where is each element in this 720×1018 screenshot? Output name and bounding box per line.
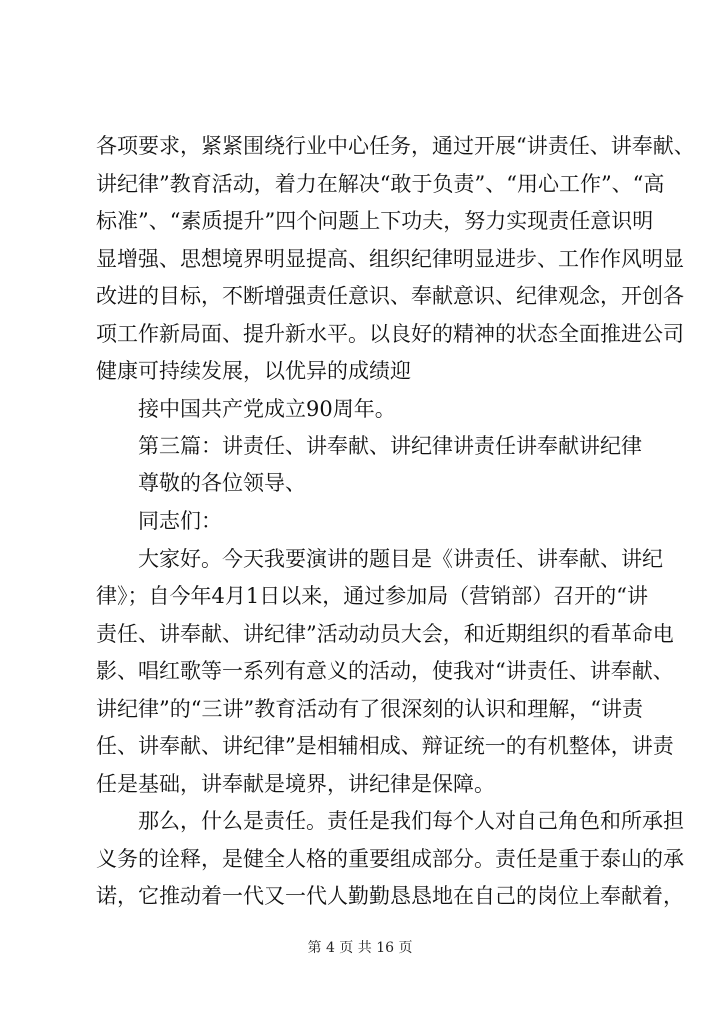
text-line: 义务的诠释，是健全人格的重要组成部分。责任是重于泰山的承 (96, 847, 684, 871)
text-line: 改进的目标，不断增强责任意识、奉献意识、纪律观念，开创各 (96, 284, 684, 308)
text-line: 影、唱红歌等一系列有意义的活动，使我对“讲责任、讲奉献、 (96, 659, 674, 683)
text-line: 责任、讲奉献、讲纪律”活动动员大会，和近期组织的看革命电 (96, 622, 674, 646)
text-line: 各项要求，紧紧围绕行业中心任务，通过开展“讲责任、讲奉献、 (96, 134, 695, 158)
text-line: 任、讲奉献、讲纪律”是相辅相成、辩证统一的有机整体，讲责 (96, 734, 674, 758)
text-line: 项工作新局面、提升新水平。以良好的精神的状态全面推进公司 (96, 322, 684, 346)
text-line: 大家好。今天我要演讲的题目是《讲责任、讲奉献、讲纪 (138, 547, 663, 571)
text-line: 显增强、思想境界明显提高、组织纪律明显进步、工作作风明显 (96, 247, 684, 271)
text-line: 健康可持续发展，以优异的成绩迎 (96, 359, 411, 383)
salutation-line: 同志们： (138, 509, 222, 533)
section-heading: 第三篇：讲责任、讲奉献、讲纪律讲责任讲奉献讲纪律 (138, 434, 642, 458)
text-line: 律》；自今年4月1日以来，通过参加局（营销部）召开的“讲 (96, 584, 648, 608)
text-line: 任是基础，讲奉献是境界，讲纪律是保障。 (96, 772, 495, 796)
text-line: 接中国共产党成立90周年。 (138, 397, 396, 421)
text-line: 讲纪律”的“三讲”教育活动有了很深刻的认识和理解，“讲责 (96, 697, 643, 721)
text-line: 标准”、“素质提升”四个问题上下功夫，努力实现责任意识明 (96, 209, 654, 233)
page-footer: 第 4 页 共 16 页 (307, 940, 413, 956)
salutation-line: 尊敬的各位领导、 (138, 471, 306, 495)
text-line: 诺，它推动着一代又一代人勤勤恳恳地在自己的岗位上奉献着， (96, 884, 684, 908)
text-line: 讲纪律”教育活动，着力在解决“敢于负责”、“用心工作”、“高 (96, 172, 665, 196)
text-line: 那么，什么是责任。责任是我们每个人对自己角色和所承担 (138, 809, 684, 833)
